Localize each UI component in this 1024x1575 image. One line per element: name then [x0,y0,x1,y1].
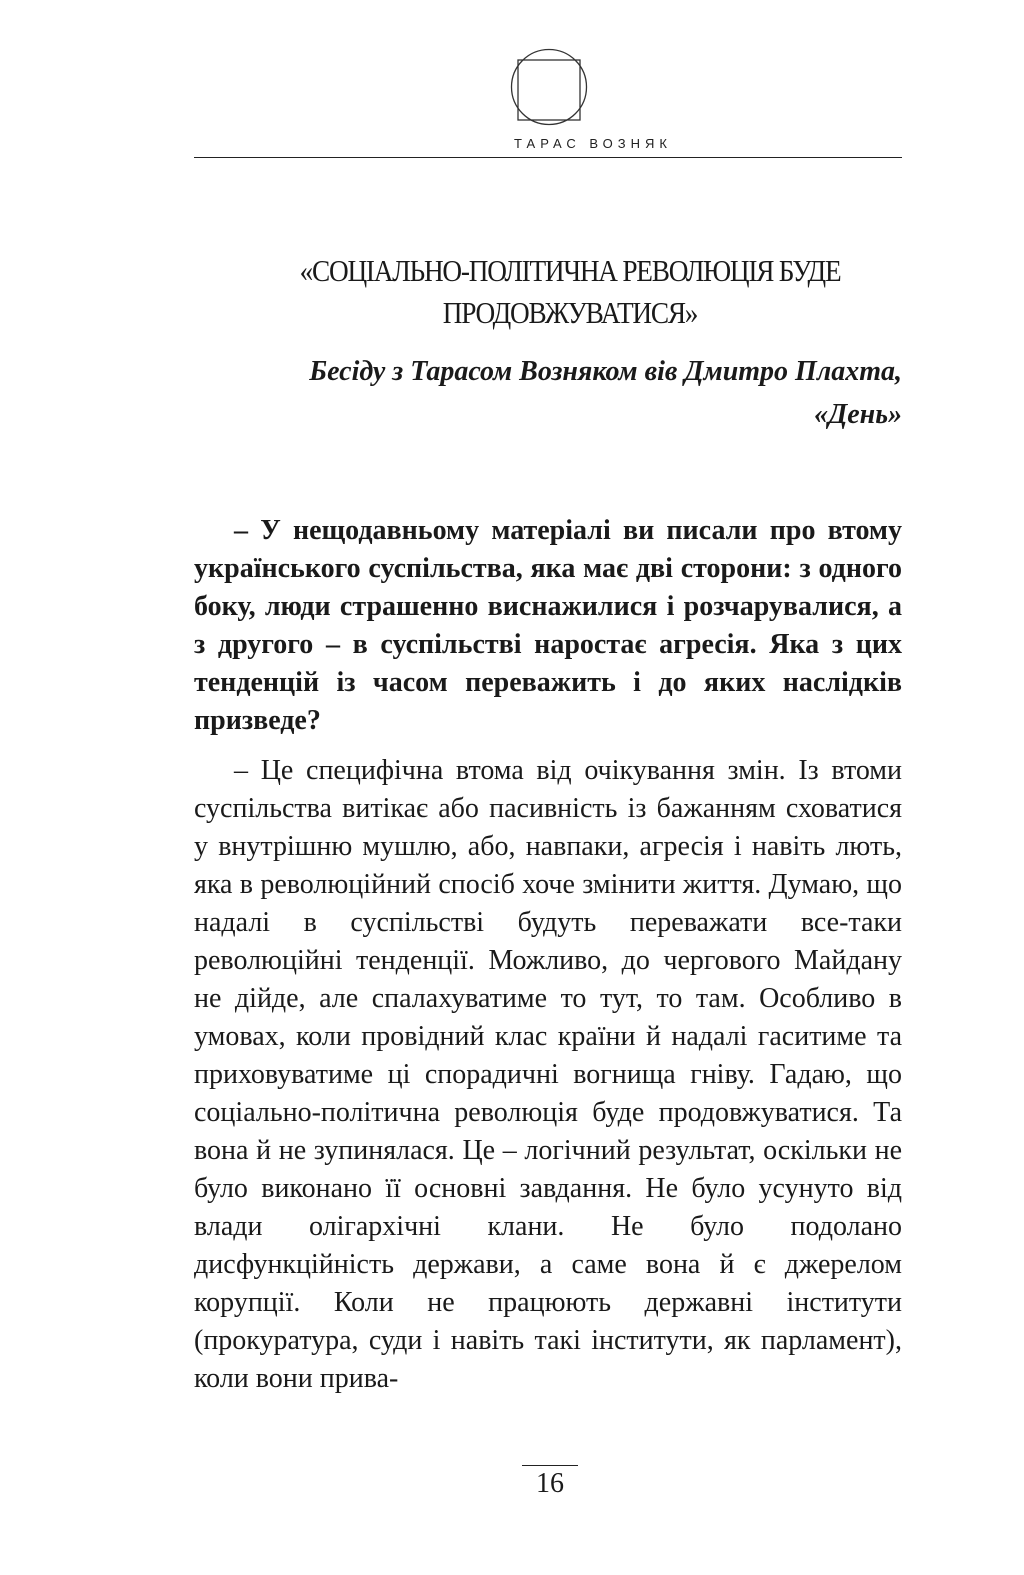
article-byline [194,350,902,436]
byline-line-2: «День» [814,399,902,430]
article-title-line-1: «СОЦІАЛЬНО-ПОЛІТИЧНА РЕВОЛЮЦІЯ БУДЕ [299,253,841,288]
byline-line-1: Бесіду з Тарасом Возняком вів Дмитро Плахта, [309,356,902,387]
article-title-line-2: ПРОДОВЖУВАТИСЯ» [442,295,698,330]
header-divider [194,157,902,158]
page-number: 16 [522,1465,578,1500]
interview-question: – У нещодавньому матеріалі ви писали про втому українського суспільства, яка має дві сторони: з одного боку, люди страшенно виснажилися і розчарувалися, а з другого – в суспільстві наростає агресія. Яка з цих тенденцій із часом переважить і до яких наслідків призведе? [194,515,902,736]
article-body [194,512,902,1398]
interview-answer: – Це специфічна втома від очікування змін. Із втоми суспільства витікає або пасивність із бажанням сховатися у внутрішню мушлю, або, навпаки, агресія і навіть лють, яка в революційний спосіб хоче змінити життя. Думаю, що надалі в суспільстві будуть переважати все-таки революційні тенденції. Можливо, до чергового Майдану не дійде, але спалахуватиме то тут, то там. Особливо в умовах, коли провідний клас країни й надалі гаситиме та приховуватиме ці спорадичні вогнища гніву. Гадаю, що соціально-політична революція буде продовжуватися. Та вона й не зупинялася. Це – логічний результат, оскільки не було виконано її основні завдання. Не було усунуто від влади олігархічні клани. Не було подолано дисфункційність держави, а саме вона й є джерелом корупції. Коли не працюють державні інститути (прокуратура, суди і навіть такі інститути, як парламент), коли вони прива- [194,755,902,1394]
running-head: ТАРАС ВОЗНЯК [514,136,672,151]
circle-square-emblem-icon [510,48,588,126]
article-title [288,250,851,334]
